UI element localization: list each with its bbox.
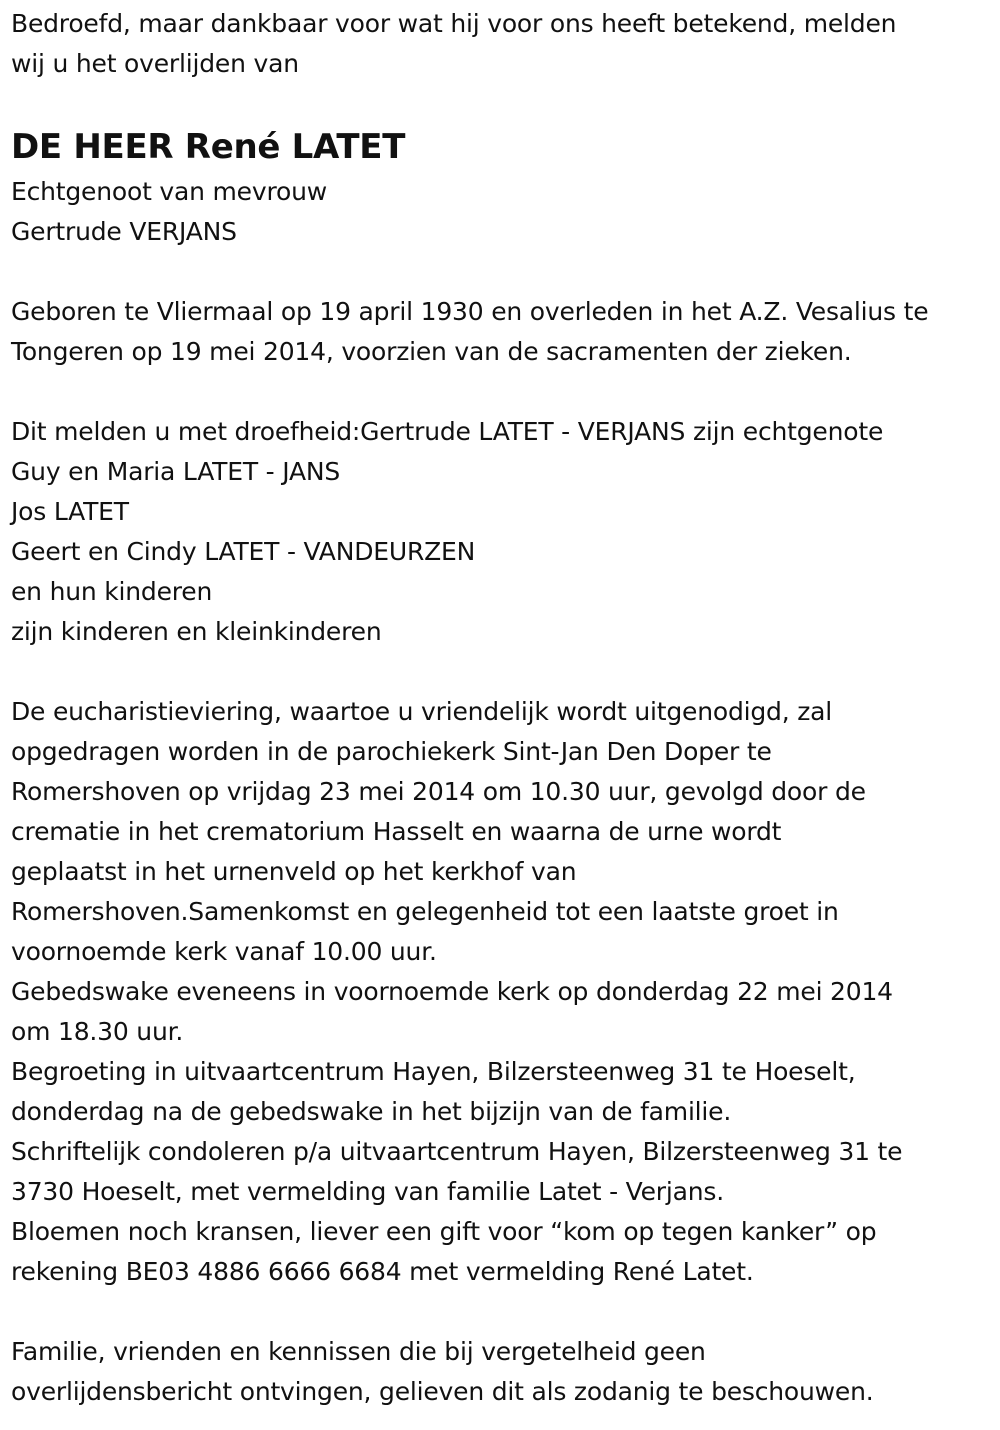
ceremony-line: voornoemde kerk vanaf 10.00 uur.: [11, 937, 437, 966]
ceremony-line: De eucharistieviering, waartoe u vriendelijk wordt uitgenodigd, zal: [11, 697, 832, 726]
ceremony-line: crematie in het crematorium Hasselt en waarna de urne wordt: [11, 817, 782, 846]
ceremony-line: Gebedswake eveneens in voornoemde kerk op donderdag 22 mei 2014: [11, 977, 893, 1006]
birth-death-paragraph: [11, 292, 996, 372]
spouse-line: Echtgenoot van mevrouw: [11, 177, 327, 206]
ceremony-line: Schriftelijk condoleren p/a uitvaartcentrum Hayen, Bilzersteenweg 31 te: [11, 1137, 903, 1166]
intro-line: wij u het overlijden van: [11, 49, 299, 78]
ceremony-paragraph: [11, 692, 996, 1292]
paragraph-spacer: [11, 652, 996, 692]
deceased-name: DE HEER René LATET: [11, 127, 406, 167]
ceremony-line: Romershoven op vrijdag 23 mei 2014 om 10.30 uur, gevolgd door de: [11, 777, 866, 806]
family-line: Guy en Maria LATET - JANS: [11, 457, 341, 486]
ceremony-line: donderdag na de gebedswake in het bijzijn van de familie.: [11, 1097, 732, 1126]
family-line: Jos LATET: [11, 497, 129, 526]
family-paragraph: [11, 412, 996, 652]
ceremony-line: geplaatst in het urnenveld op het kerkhof van: [11, 857, 577, 886]
family-line: Geert en Cindy LATET - VANDEURZEN: [11, 537, 476, 566]
ceremony-line: om 18.30 uur.: [11, 1017, 184, 1046]
ceremony-line: Bloemen noch kransen, liever een gift voor “kom op tegen kanker” op: [11, 1217, 877, 1246]
paragraph-spacer: [11, 1292, 996, 1332]
ceremony-line: 3730 Hoeselt, met vermelding van familie Latet - Verjans.: [11, 1177, 724, 1206]
birth-death-line: Tongeren op 19 mei 2014, voorzien van de sacramenten der zieken.: [11, 337, 852, 366]
family-line: Dit melden u met droefheid:Gertrude LATET - VERJANS zijn echtgenote: [11, 417, 884, 446]
spouse-line: Gertrude VERJANS: [11, 217, 237, 246]
closing-line: overlijdensbericht ontvingen, gelieven dit als zodanig te beschouwen.: [11, 1377, 874, 1406]
spouse-paragraph: [11, 172, 996, 252]
intro-line: Bedroefd, maar dankbaar voor wat hij voor ons heeft betekend, melden: [11, 9, 897, 38]
paragraph-spacer: [11, 252, 996, 292]
closing-paragraph: [11, 1332, 996, 1412]
ceremony-line: rekening BE03 4886 6666 6684 met vermelding René Latet.: [11, 1257, 754, 1286]
ceremony-line: Begroeting in uitvaartcentrum Hayen, Bilzersteenweg 31 te Hoeselt,: [11, 1057, 856, 1086]
family-line: en hun kinderen: [11, 577, 213, 606]
intro-paragraph: [11, 4, 996, 84]
paragraph-spacer: [11, 372, 996, 412]
ceremony-line: opgedragen worden in de parochiekerk Sint-Jan Den Doper te: [11, 737, 772, 766]
obituary-notice: [11, 4, 996, 1412]
family-line: zijn kinderen en kleinkinderen: [11, 617, 382, 646]
closing-line: Familie, vrienden en kennissen die bij vergetelheid geen: [11, 1337, 706, 1366]
birth-death-line: Geboren te Vliermaal op 19 april 1930 en overleden in het A.Z. Vesalius te: [11, 297, 929, 326]
ceremony-line: Romershoven.Samenkomst en gelegenheid tot een laatste groet in: [11, 897, 839, 926]
